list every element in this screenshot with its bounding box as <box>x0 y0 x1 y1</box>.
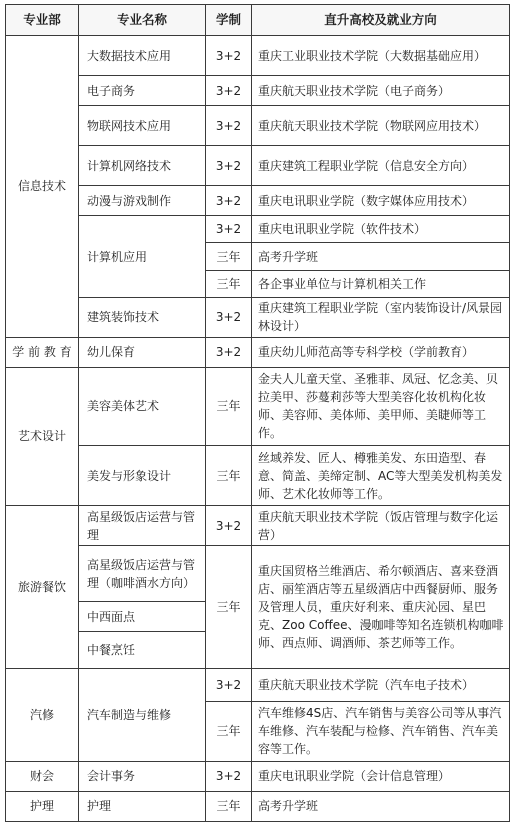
destination-cell: 丝域养发、匠人、樽雅美发、东田造型、春意、简盖、美缔定制、AC等大型美发机构美发师、艺术化妆师等工作。 <box>252 445 510 505</box>
major-cell: 大数据技术应用 <box>79 36 206 76</box>
table-row <box>6 669 510 701</box>
header-destination: 直升高校及就业方向 <box>252 5 510 36</box>
table-row <box>6 106 510 146</box>
duration-cell: 3+2 <box>206 337 252 367</box>
major-cell: 计算机应用 <box>79 216 206 297</box>
destination-cell: 重庆工业职业技术学院（大数据基础应用） <box>252 36 510 76</box>
table-row <box>6 546 510 602</box>
major-cell: 建筑装饰技术 <box>79 297 206 337</box>
destination-cell: 重庆国贸格兰维酒店、希尔顿酒店、喜来登酒店、丽笙酒店等五星级酒店中西餐厨师、服务及管理人员，重庆好利来、重庆沁园、星巴克、Zoo Coffee、漫咖啡等知名连锁机构咖啡师、西点师、调酒师、茶艺师等工作。 <box>252 546 510 669</box>
table-row <box>6 367 510 445</box>
destination-cell: 重庆建筑工程职业学院（室内装饰设计/风景园林设计） <box>252 297 510 337</box>
duration-cell: 3+2 <box>206 506 252 546</box>
duration-cell: 三年 <box>206 243 252 270</box>
destination-cell: 金夫人儿童天堂、圣雅菲、凤冠、忆念美、贝拉美甲、莎蔓莉莎等大型美容化妆机构化妆师、美容师、美体师、美甲师、美睫师等工作。 <box>252 367 510 445</box>
department-cell: 护理 <box>6 791 79 821</box>
destination-cell: 重庆航天职业技术学院（电子商务） <box>252 76 510 106</box>
department-cell: 信息技术 <box>6 36 79 338</box>
department-cell: 艺术设计 <box>6 367 79 505</box>
header-row <box>6 5 510 36</box>
table-row <box>6 36 510 76</box>
duration-cell: 三年 <box>206 791 252 821</box>
destination-cell: 高考升学班 <box>252 791 510 821</box>
duration-cell: 三年 <box>206 445 252 505</box>
destination-cell: 重庆电讯职业学院（数字媒体应用技术） <box>252 186 510 216</box>
header-department: 专业部 <box>6 5 79 36</box>
table-row <box>6 506 510 546</box>
table-row <box>6 146 510 186</box>
table-row <box>6 216 510 243</box>
destination-cell: 重庆电讯职业学院（会计信息管理） <box>252 761 510 791</box>
program-table <box>5 4 510 822</box>
major-cell: 汽车制造与维修 <box>79 669 206 761</box>
department-cell: 学 前 教 育 <box>6 337 79 367</box>
table-row <box>6 297 510 337</box>
major-cell: 幼儿保育 <box>79 337 206 367</box>
duration-cell: 3+2 <box>206 669 252 701</box>
department-cell: 汽修 <box>6 669 79 761</box>
major-cell: 会计事务 <box>79 761 206 791</box>
table-row <box>6 186 510 216</box>
destination-cell: 汽车维修4S店、汽车销售与美容公司等从事汽车维修、汽车装配与检修、汽车销售、汽车美容等工作。 <box>252 701 510 761</box>
duration-cell: 3+2 <box>206 36 252 76</box>
destination-cell: 重庆电讯职业学院（软件技术） <box>252 216 510 243</box>
destination-cell: 重庆航天职业技术学院（饭店管理与数字化运营） <box>252 506 510 546</box>
duration-cell: 3+2 <box>206 76 252 106</box>
duration-cell: 三年 <box>206 701 252 761</box>
duration-cell: 三年 <box>206 546 252 669</box>
major-cell: 计算机网络技术 <box>79 146 206 186</box>
duration-cell: 三年 <box>206 367 252 445</box>
table-row <box>6 76 510 106</box>
duration-cell: 三年 <box>206 270 252 297</box>
duration-cell: 3+2 <box>206 186 252 216</box>
major-cell: 高星级饭店运营与管理（咖啡酒水方向） <box>79 546 206 602</box>
destination-cell: 重庆建筑工程职业学院（信息安全方向） <box>252 146 510 186</box>
duration-cell: 3+2 <box>206 216 252 243</box>
department-cell: 财会 <box>6 761 79 791</box>
major-cell: 美发与形象设计 <box>79 445 206 505</box>
table-row <box>6 791 510 821</box>
duration-cell: 3+2 <box>206 297 252 337</box>
destination-cell: 重庆幼儿师范高等专科学校（学前教育） <box>252 337 510 367</box>
destination-cell: 高考升学班 <box>252 243 510 270</box>
destination-cell: 重庆航天职业技术学院（物联网应用技术） <box>252 106 510 146</box>
duration-cell: 3+2 <box>206 761 252 791</box>
major-cell: 动漫与游戏制作 <box>79 186 206 216</box>
table-row <box>6 445 510 505</box>
major-cell: 中西面点 <box>79 602 206 632</box>
major-cell: 护理 <box>79 791 206 821</box>
major-cell: 高星级饭店运营与管理 <box>79 506 206 546</box>
destination-cell: 各企事业单位与计算机相关工作 <box>252 270 510 297</box>
major-cell: 美容美体艺术 <box>79 367 206 445</box>
table-row <box>6 337 510 367</box>
header-duration: 学制 <box>206 5 252 36</box>
department-cell: 旅游餐饮 <box>6 506 79 669</box>
duration-cell: 3+2 <box>206 106 252 146</box>
duration-cell: 3+2 <box>206 146 252 186</box>
major-cell: 中餐烹饪 <box>79 632 206 669</box>
header-major: 专业名称 <box>79 5 206 36</box>
major-cell: 物联网技术应用 <box>79 106 206 146</box>
major-cell: 电子商务 <box>79 76 206 106</box>
destination-cell: 重庆航天职业技术学院（汽车电子技术） <box>252 669 510 701</box>
table-row <box>6 761 510 791</box>
